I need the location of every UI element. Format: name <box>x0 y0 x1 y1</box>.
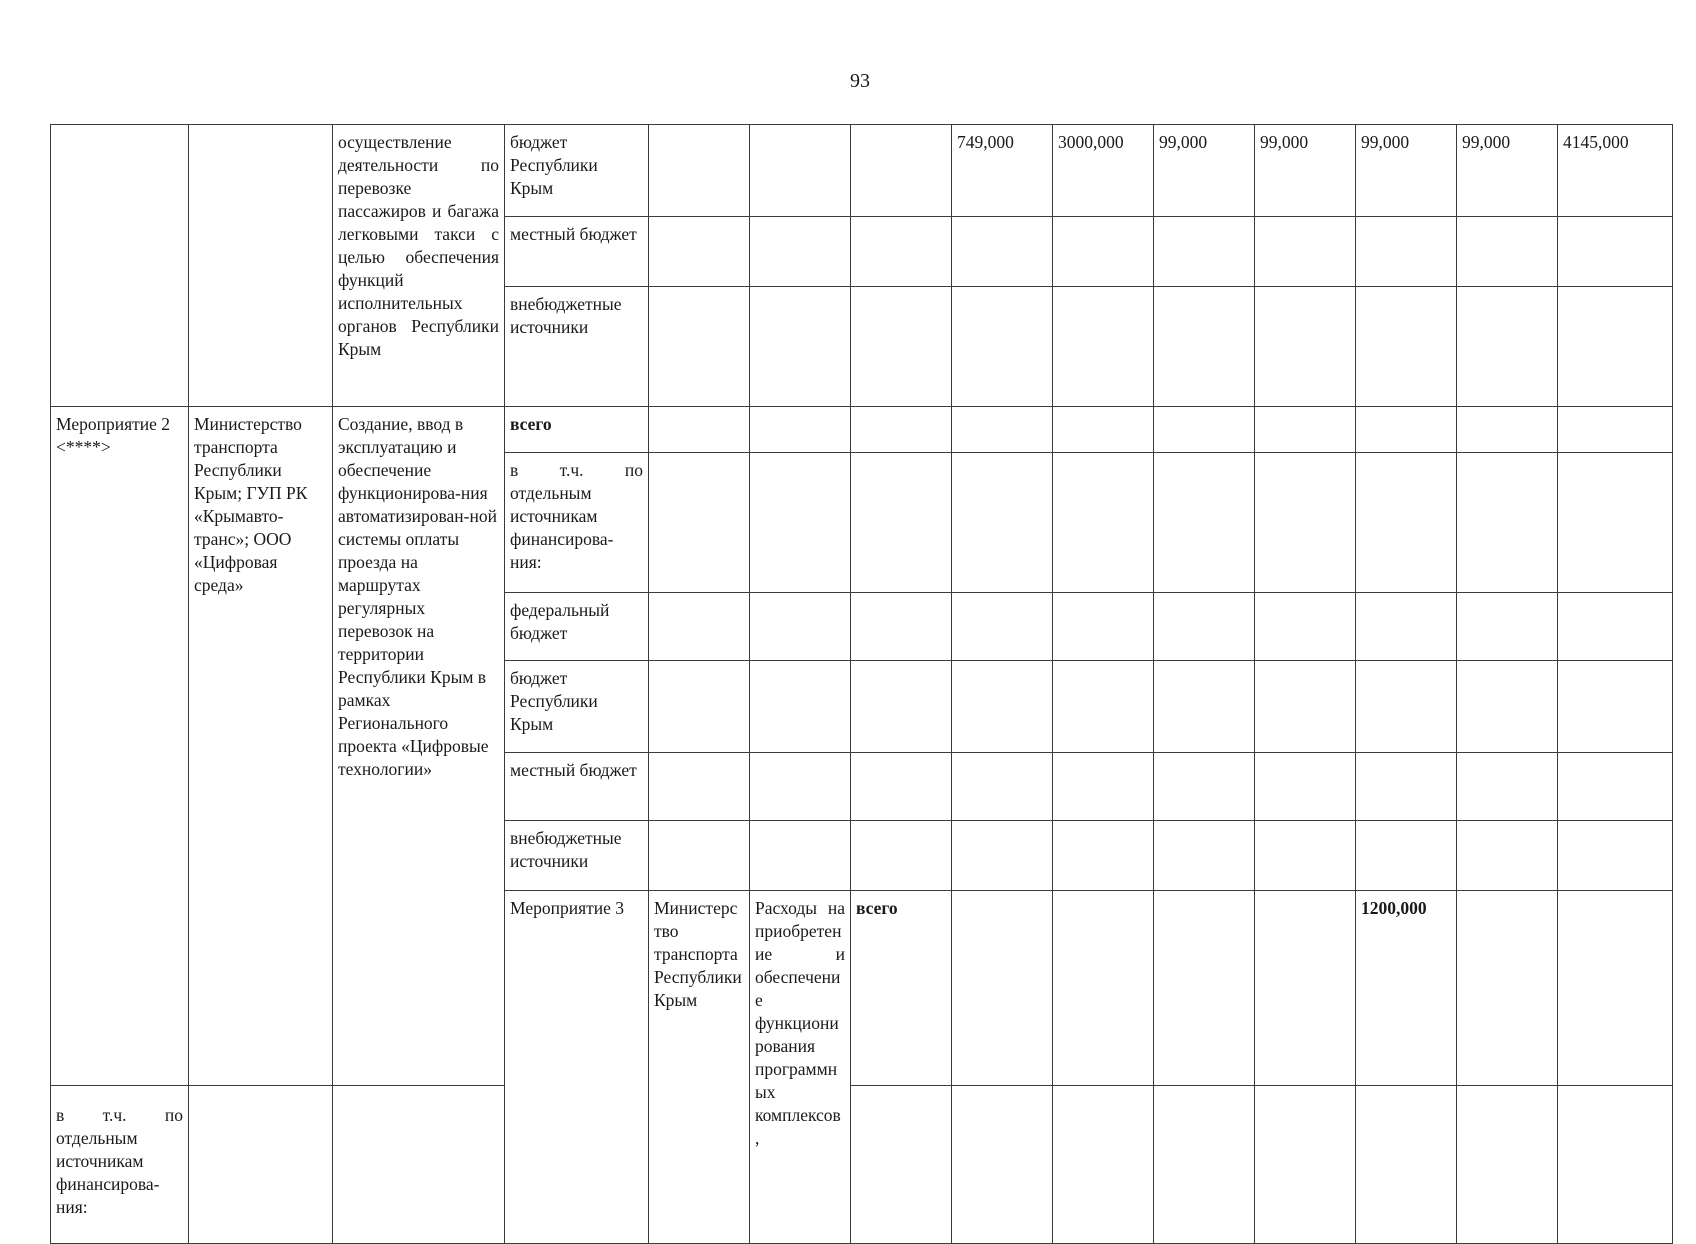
value-cell: 3000,000 <box>1053 125 1154 217</box>
event-name: Мероприятие 2 <****> <box>51 407 189 1086</box>
value-cell: 749,000 <box>952 125 1053 217</box>
executor-cell: Министерство транспорта Республики Крым <box>649 891 750 1244</box>
funding-source: федеральный бюджет <box>505 593 649 661</box>
event-name-cell <box>51 125 189 407</box>
event-description: осуществление деятельности по перевозке пассажиров и багажа легковыми такси с целью обеспечения функций исполнительных органов Республики Крым <box>333 125 505 407</box>
event-name: Мероприятие 3 <box>505 891 649 1244</box>
executor-cell: Министерство транспорта Республики Крым; ГУП РК «Крымавто-транс»; ООО «Цифровая среда» <box>189 407 333 1086</box>
budget-table <box>50 124 1673 1244</box>
value-cell: 99,000 <box>1255 125 1356 217</box>
value-cell: 1200,000 <box>1356 891 1457 1086</box>
funding-source: местный бюджет <box>505 753 649 821</box>
table-row <box>51 125 1673 217</box>
funding-source: бюджет Республики Крым <box>505 661 649 753</box>
funding-source: в т.ч. по отдельным источникам финансирова-ния: <box>505 453 649 593</box>
table-row <box>51 407 1673 453</box>
event-description: Расходы на приобретение и обеспечение функционирования программных комплексов, <box>750 891 851 1244</box>
value-cell: 4145,000 <box>1558 125 1673 217</box>
value-cell: 99,000 <box>1356 125 1457 217</box>
funding-source: бюджет Республики Крым <box>505 125 649 217</box>
event-description: Создание, ввод в эксплуатацию и обеспечение функционирова-ния автоматизирован-ной системы оплаты проезда на маршрутах регулярных перевозок на территории Республики Крым в рамках Регионального проекта «Цифровые технологии» <box>333 407 505 1086</box>
value-cell: 99,000 <box>1154 125 1255 217</box>
funding-source: местный бюджет <box>505 217 649 287</box>
value-cell: 99,000 <box>1457 125 1558 217</box>
funding-source: внебюджетные источники <box>505 821 649 891</box>
funding-source: внебюджетные источники <box>505 287 649 407</box>
page-number: 93 <box>850 70 870 92</box>
funding-source: в т.ч. по отдельным источникам финансирова-ния: <box>51 1086 189 1244</box>
table-row <box>51 1086 1673 1244</box>
executor-cell <box>189 125 333 407</box>
funding-source: всего <box>505 407 649 453</box>
funding-source: всего <box>851 891 952 1086</box>
